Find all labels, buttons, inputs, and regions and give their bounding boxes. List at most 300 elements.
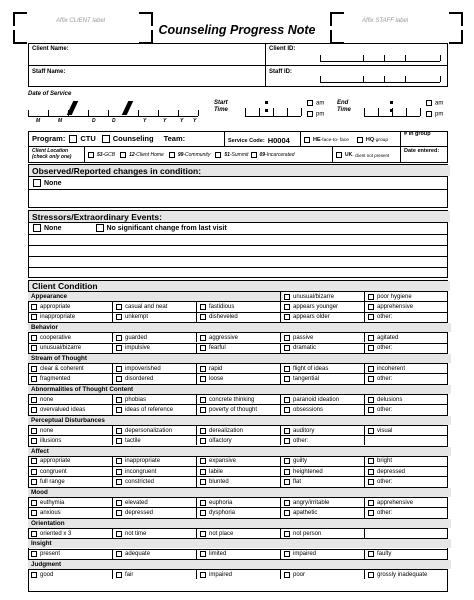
affect-option-label: blunted: [209, 479, 229, 486]
location-51-checkbox[interactable]: [215, 152, 221, 158]
perceptual-option[interactable]: [280, 436, 364, 445]
he-note: -face-to- face: [320, 137, 349, 143]
appearance-option[interactable]: [364, 313, 448, 322]
mood-option[interactable]: [28, 508, 112, 517]
behavior-checkbox[interactable]: [368, 345, 374, 351]
ctu-label: CTU: [80, 134, 96, 143]
location-53-code: 53: [97, 152, 103, 158]
appearance-header-option[interactable]: [280, 292, 364, 301]
appearance-checkbox[interactable]: [116, 304, 122, 310]
affect-checkbox[interactable]: [200, 458, 206, 464]
affect-option[interactable]: [112, 457, 196, 466]
staff-id-input[interactable]: [320, 82, 440, 83]
affect-option[interactable]: [112, 477, 196, 486]
orientation-option-label: oriented x 3: [40, 530, 72, 537]
behavior-option[interactable]: [196, 344, 280, 353]
orientation-option[interactable]: [196, 529, 280, 538]
abnormal-option[interactable]: [196, 395, 280, 404]
orientation-option-label: not person: [293, 530, 322, 537]
appearance-option-label: apprehensive: [377, 303, 414, 310]
appearance-option[interactable]: [280, 313, 364, 322]
location-uk-code: UK: [345, 152, 353, 158]
abnormal-checkbox[interactable]: [284, 397, 290, 403]
affect-option[interactable]: [196, 457, 280, 466]
appearance-option[interactable]: [112, 302, 196, 311]
appearance-option[interactable]: [280, 302, 364, 311]
stream-option[interactable]: [364, 374, 448, 383]
orientation-checkbox[interactable]: [284, 531, 290, 537]
abnormal-checkbox[interactable]: [284, 407, 290, 413]
affect-checkbox[interactable]: [284, 479, 290, 485]
observed-none-checkbox[interactable]: [33, 179, 41, 187]
stream-checkbox[interactable]: [116, 376, 122, 382]
affect-option-label: appropriate: [40, 458, 71, 465]
team-label: Team:: [163, 134, 186, 143]
insight-checkbox[interactable]: [200, 551, 206, 557]
he-label: HE: [313, 137, 321, 143]
appearance-option-label: poor hygiene: [377, 293, 412, 300]
insight-option[interactable]: [196, 550, 280, 559]
affect-option-label: other:: [377, 479, 393, 486]
mood-checkbox[interactable]: [31, 500, 37, 506]
appearance-option[interactable]: [28, 302, 112, 311]
orientation-checkbox[interactable]: [31, 531, 37, 537]
judgment-heading: Judgment: [28, 560, 451, 569]
abnormal-option[interactable]: [280, 395, 364, 404]
affect-checkbox[interactable]: [31, 479, 37, 485]
date-separator-2: [122, 101, 134, 115]
judgment-checkbox[interactable]: [200, 572, 206, 578]
judgment-checkbox[interactable]: [368, 572, 374, 578]
affect-option[interactable]: [364, 457, 448, 466]
perceptual-option[interactable]: [280, 426, 364, 435]
abnormal-option[interactable]: [112, 395, 196, 404]
behavior-option[interactable]: [364, 333, 448, 342]
end-time-input[interactable]: [364, 116, 420, 117]
stream-option-label: impoverished: [125, 365, 161, 372]
stream-option-label: loose: [209, 376, 224, 383]
affect-option-label: bright: [377, 458, 393, 465]
abnormal-option-label: delusions: [377, 396, 403, 403]
perceptual-checkbox[interactable]: [116, 428, 122, 434]
appearance-checkbox[interactable]: [368, 294, 374, 300]
affect-checkbox[interactable]: [368, 458, 374, 464]
stream-checkbox[interactable]: [200, 376, 206, 382]
appearance-checkbox[interactable]: [284, 314, 290, 320]
stream-option[interactable]: [280, 364, 364, 373]
mood-option-label: euphoria: [209, 499, 233, 506]
affect-checkbox[interactable]: [368, 469, 374, 475]
perceptual-option-label: tactile: [125, 437, 141, 444]
date-separator-1: [67, 101, 79, 115]
perceptual-checkbox[interactable]: [31, 428, 37, 434]
perceptual-option-label: olfactory: [209, 437, 232, 444]
end-pm-checkbox[interactable]: [426, 111, 432, 117]
abnormal-checkbox[interactable]: [200, 407, 206, 413]
appearance-option-label: other:: [377, 314, 393, 321]
start-am-label: am: [316, 100, 325, 107]
abnormal-option[interactable]: [28, 405, 112, 414]
client-id-label: Client ID:: [269, 46, 296, 52]
perceptual-option[interactable]: [28, 426, 112, 435]
affect-option[interactable]: [280, 477, 364, 486]
date-letter-y3: Y: [180, 118, 184, 124]
behavior-checkbox[interactable]: [284, 335, 290, 341]
appearance-option[interactable]: [112, 313, 196, 322]
behavior-heading: Behavior: [28, 323, 451, 332]
affect-checkbox[interactable]: [116, 469, 122, 475]
judgment-option[interactable]: [364, 570, 448, 579]
abnormal-option-label: poverty of thought: [209, 406, 258, 413]
affect-option[interactable]: [28, 477, 112, 486]
mood-option[interactable]: [364, 508, 448, 517]
start-time-colon-2: [265, 109, 268, 112]
mood-option-label: apathetic: [293, 509, 318, 516]
insight-checkbox[interactable]: [31, 551, 37, 557]
client-id-input[interactable]: [320, 61, 440, 62]
abnormal-option[interactable]: [112, 405, 196, 414]
insight-heading: Insight: [28, 539, 451, 548]
orientation-checkbox[interactable]: [116, 531, 122, 537]
appearance-option[interactable]: [196, 302, 280, 311]
perceptual-checkbox[interactable]: [200, 428, 206, 434]
mood-option[interactable]: [196, 508, 280, 517]
stream-option-label: flight of ideas: [293, 365, 329, 372]
perceptual-heading: Perceptual Disturbances: [28, 416, 451, 425]
mood-checkbox[interactable]: [368, 500, 374, 506]
affect-option[interactable]: [196, 477, 280, 486]
location-09-text: -Incarcerated: [265, 152, 295, 158]
insight-option[interactable]: [364, 550, 448, 559]
insight-checkbox[interactable]: [368, 551, 374, 557]
mood-checkbox[interactable]: [200, 500, 206, 506]
date-letter-d1: D: [92, 118, 96, 124]
perceptual-option[interactable]: [112, 436, 196, 445]
appearance-option[interactable]: [28, 313, 112, 322]
appearance-option-label: unkempt: [125, 314, 149, 321]
date-letter-y4: Y: [193, 118, 197, 124]
perceptual-checkbox[interactable]: [116, 438, 122, 444]
mood-option[interactable]: [280, 498, 364, 507]
stream-option[interactable]: [112, 374, 196, 383]
behavior-option-label: aggressive: [209, 334, 239, 341]
appearance-option[interactable]: [364, 302, 448, 311]
stream-checkbox[interactable]: [116, 366, 122, 372]
affect-checkbox[interactable]: [284, 458, 290, 464]
location-53-checkbox[interactable]: [88, 152, 94, 158]
abnormal-option[interactable]: [364, 395, 448, 404]
appearance-checkbox[interactable]: [200, 314, 206, 320]
stream-checkbox[interactable]: [31, 366, 37, 372]
behavior-option-label: unusual/bizarre: [40, 345, 82, 352]
behavior-option[interactable]: [196, 333, 280, 342]
appearance-option[interactable]: [196, 313, 280, 322]
judgment-option[interactable]: [196, 570, 280, 579]
mood-option[interactable]: [280, 508, 364, 517]
counseling-checkbox[interactable]: [102, 135, 110, 143]
insight-option-label: impaired: [293, 551, 317, 558]
perceptual-checkbox[interactable]: [284, 438, 290, 444]
perceptual-checkbox[interactable]: [200, 438, 206, 444]
affect-option[interactable]: [28, 467, 112, 476]
insight-option-label: faulty: [377, 551, 392, 558]
mood-option[interactable]: [196, 498, 280, 507]
affect-option-label: congruent: [40, 468, 67, 475]
stream-option-label: fragmented: [40, 376, 71, 383]
affect-option[interactable]: [196, 467, 280, 476]
appearance-checkbox[interactable]: [31, 304, 37, 310]
stream-option[interactable]: [364, 364, 448, 373]
stream-checkbox[interactable]: [284, 376, 290, 382]
behavior-checkbox[interactable]: [31, 345, 37, 351]
abnormal-checkbox[interactable]: [368, 397, 374, 403]
judgment-checkbox[interactable]: [284, 572, 290, 578]
behavior-option[interactable]: [280, 344, 364, 353]
mood-checkbox[interactable]: [368, 510, 374, 516]
abnormal-checkbox[interactable]: [200, 397, 206, 403]
mood-checkbox[interactable]: [284, 500, 290, 506]
affect-option-label: guilty: [293, 458, 308, 465]
stream-option[interactable]: [112, 364, 196, 373]
end-am-checkbox[interactable]: [426, 100, 432, 106]
behavior-option[interactable]: [364, 344, 448, 353]
abnormal-checkbox[interactable]: [31, 407, 37, 413]
orientation-option-label: not time: [125, 530, 147, 537]
perceptual-option-label: none: [40, 427, 54, 434]
stressors-none-checkbox[interactable]: [33, 224, 41, 232]
location-uk-checkbox[interactable]: [336, 152, 342, 158]
orientation-checkbox[interactable]: [200, 531, 206, 537]
location-12-code: 12: [129, 152, 135, 158]
start-pm-checkbox[interactable]: [307, 111, 313, 117]
insight-option[interactable]: [112, 550, 196, 559]
perceptual-option-label: depersonalization: [125, 427, 173, 434]
perceptual-checkbox[interactable]: [368, 428, 374, 434]
start-pm-label: pm: [316, 111, 325, 118]
perceptual-checkbox[interactable]: [284, 428, 290, 434]
abnormal-option-label: ideas of reference: [125, 406, 174, 413]
abnormal-checkbox[interactable]: [31, 397, 37, 403]
affect-option-label: heightened: [293, 468, 323, 475]
mood-option[interactable]: [364, 498, 448, 507]
abnormal-option[interactable]: [28, 395, 112, 404]
appearance-option-label: appears younger: [293, 303, 339, 310]
affect-checkbox[interactable]: [200, 479, 206, 485]
appearance-option-label: casual and neat: [125, 303, 168, 310]
affect-option-label: incongruent: [125, 468, 157, 475]
end-time-label: End Time: [337, 100, 351, 113]
location-09-checkbox[interactable]: [251, 152, 257, 158]
in-group-label: # in group: [404, 131, 431, 137]
affix-staff-label: Affix STAFF label: [362, 18, 409, 24]
stream-checkbox[interactable]: [31, 376, 37, 382]
abnormal-option[interactable]: [280, 405, 364, 414]
client-name-label: Client Name:: [32, 46, 69, 52]
appearance-header-option[interactable]: [364, 292, 448, 301]
date-letter-y2: Y: [163, 118, 167, 124]
appearance-checkbox[interactable]: [284, 304, 290, 310]
insight-option[interactable]: [280, 550, 364, 559]
stream-option[interactable]: [280, 374, 364, 383]
stream-option-label: disordered: [125, 376, 154, 383]
behavior-option[interactable]: [280, 333, 364, 342]
stream-option[interactable]: [28, 374, 112, 383]
behavior-option-label: fearful: [209, 345, 226, 352]
judgment-option-label: good: [40, 571, 54, 578]
appearance-checkbox[interactable]: [368, 304, 374, 310]
behavior-checkbox[interactable]: [200, 335, 206, 341]
perceptual-option[interactable]: [196, 426, 280, 435]
affect-option-label: constricted: [125, 479, 155, 486]
affect-checkbox[interactable]: [116, 479, 122, 485]
staff-id-label: Staff ID:: [269, 69, 292, 75]
abnormal-option[interactable]: [196, 405, 280, 414]
end-time-colon: [390, 101, 393, 104]
appearance-checkbox[interactable]: [200, 304, 206, 310]
mood-checkbox[interactable]: [116, 510, 122, 516]
service-code-value: H0004: [267, 136, 290, 145]
behavior-option-label: impulsive: [125, 345, 151, 352]
judgment-option-label: grossly inadequate: [377, 571, 428, 578]
affect-checkbox[interactable]: [31, 469, 37, 475]
stream-option-label: rapid: [209, 365, 223, 372]
perceptual-option[interactable]: [112, 426, 196, 435]
stream-option[interactable]: [196, 364, 280, 373]
behavior-option[interactable]: [112, 344, 196, 353]
abnormal-option[interactable]: [364, 405, 448, 414]
orientation-option[interactable]: [112, 529, 196, 538]
behavior-option-label: passive: [293, 334, 314, 341]
abnormal-checkbox[interactable]: [368, 407, 374, 413]
insight-option[interactable]: [28, 550, 112, 559]
stream-option[interactable]: [196, 374, 280, 383]
ctu-checkbox[interactable]: [69, 135, 77, 143]
perceptual-option[interactable]: [28, 436, 112, 445]
behavior-option-label: cooperative: [40, 334, 72, 341]
affect-checkbox[interactable]: [116, 458, 122, 464]
stressors-none-label: None: [44, 224, 62, 232]
perceptual-option-label: auditory: [293, 427, 315, 434]
affect-option[interactable]: [280, 457, 364, 466]
stream-checkbox[interactable]: [200, 366, 206, 372]
affect-option[interactable]: [28, 457, 112, 466]
abnormal-checkbox[interactable]: [116, 407, 122, 413]
end-am-label: am: [435, 100, 444, 107]
appearance-checkbox[interactable]: [284, 294, 290, 300]
affix-client-label: Affix CLIENT label: [56, 18, 106, 24]
behavior-option[interactable]: [28, 333, 112, 342]
behavior-checkbox[interactable]: [368, 335, 374, 341]
affect-option[interactable]: [280, 467, 364, 476]
insight-checkbox[interactable]: [284, 551, 290, 557]
behavior-option-label: dramatic: [293, 345, 317, 352]
appearance-checkbox[interactable]: [116, 314, 122, 320]
stream-option[interactable]: [28, 364, 112, 373]
behavior-checkbox[interactable]: [31, 335, 37, 341]
mood-option[interactable]: [112, 498, 196, 507]
affect-checkbox[interactable]: [368, 479, 374, 485]
stream-checkbox[interactable]: [368, 376, 374, 382]
stream-checkbox[interactable]: [284, 366, 290, 372]
orientation-option[interactable]: [28, 529, 112, 538]
behavior-checkbox[interactable]: [200, 345, 206, 351]
affect-option[interactable]: [112, 467, 196, 476]
perceptual-option[interactable]: [364, 436, 448, 445]
stream-checkbox[interactable]: [368, 366, 374, 372]
abnormal-checkbox[interactable]: [116, 397, 122, 403]
mood-checkbox[interactable]: [116, 500, 122, 506]
behavior-option[interactable]: [112, 333, 196, 342]
mood-checkbox[interactable]: [200, 510, 206, 516]
stream-heading: Stream of Thought: [28, 354, 451, 363]
affect-option[interactable]: [364, 467, 448, 476]
hq-checkbox[interactable]: [357, 137, 363, 143]
affect-option[interactable]: [364, 477, 448, 486]
behavior-option-label: agitated: [377, 334, 399, 341]
location-12-checkbox[interactable]: [120, 152, 126, 158]
hq-note: -group: [374, 137, 389, 143]
mood-checkbox[interactable]: [284, 510, 290, 516]
perceptual-option-label: visual: [377, 427, 393, 434]
behavior-option[interactable]: [28, 344, 112, 353]
stream-option-label: clear & coherent: [40, 365, 84, 372]
start-time-input[interactable]: [245, 116, 301, 117]
counseling-label: Counseling: [112, 134, 154, 143]
affect-checkbox[interactable]: [31, 458, 37, 464]
mood-option[interactable]: [112, 508, 196, 517]
judgment-option[interactable]: [112, 570, 196, 579]
date-of-service-input[interactable]: [28, 116, 198, 117]
judgment-option[interactable]: [280, 570, 364, 579]
program-label: Program:: [32, 134, 66, 143]
appearance-checkbox[interactable]: [368, 314, 374, 320]
insight-option-label: adequate: [125, 551, 151, 558]
location-99-checkbox[interactable]: [169, 152, 175, 158]
appearance-option-label: fastidious: [209, 303, 235, 310]
perceptual-option[interactable]: [364, 426, 448, 435]
mood-option[interactable]: [28, 498, 112, 507]
appearance-heading: Appearance: [28, 292, 283, 301]
affect-option-label: labile: [209, 468, 224, 475]
behavior-checkbox[interactable]: [116, 335, 122, 341]
judgment-option[interactable]: [28, 570, 112, 579]
affect-checkbox[interactable]: [200, 469, 206, 475]
perceptual-checkbox[interactable]: [31, 438, 37, 444]
location-12-text: -Client Home: [134, 152, 164, 158]
start-am-checkbox[interactable]: [307, 100, 313, 106]
affect-checkbox[interactable]: [284, 469, 290, 475]
orientation-option[interactable]: [364, 529, 448, 538]
staff-name-label: Staff Name:: [32, 69, 66, 75]
appearance-option-label: appropriate: [40, 303, 71, 310]
no-change-checkbox[interactable]: [96, 224, 104, 232]
perceptual-option-label: derealization: [209, 427, 244, 434]
abnormal-option-label: concrete thinking: [209, 396, 255, 403]
behavior-option-label: other:: [377, 345, 393, 352]
mood-option-label: apprehensive: [377, 499, 414, 506]
behavior-checkbox[interactable]: [284, 345, 290, 351]
appearance-checkbox[interactable]: [31, 314, 37, 320]
insight-checkbox[interactable]: [116, 551, 122, 557]
judgment-checkbox[interactable]: [31, 572, 37, 578]
behavior-checkbox[interactable]: [116, 345, 122, 351]
orientation-option[interactable]: [280, 529, 364, 538]
perceptual-option[interactable]: [196, 436, 280, 445]
mood-checkbox[interactable]: [31, 510, 37, 516]
judgment-checkbox[interactable]: [116, 572, 122, 578]
he-checkbox[interactable]: [304, 137, 310, 143]
orientation-heading: Orientation: [28, 519, 451, 528]
